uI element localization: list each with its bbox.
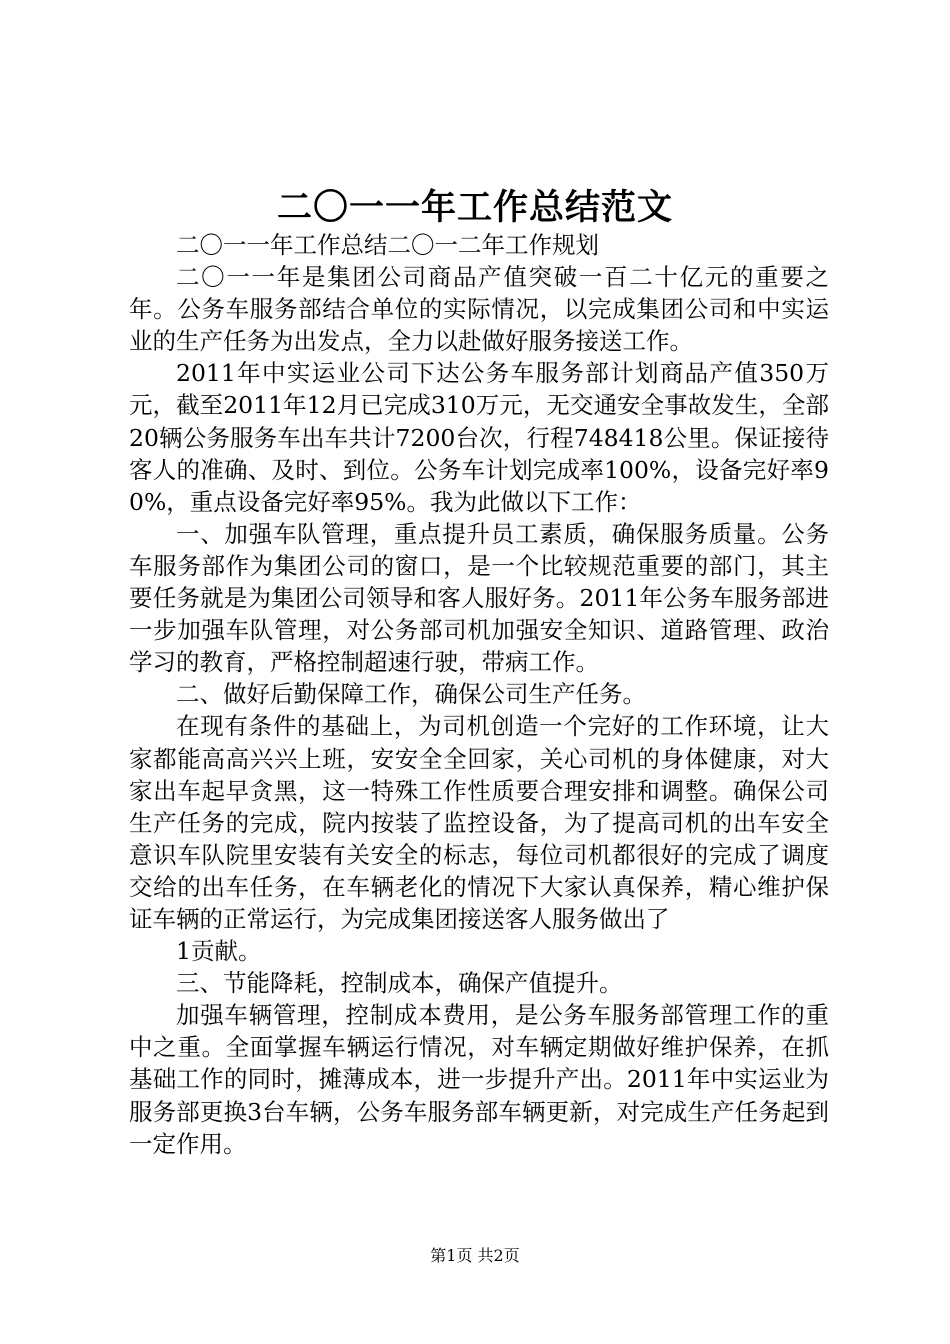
paragraph-section-two-heading: 二、做好后勤保障工作，确保公司生产任务。 — [176, 680, 646, 709]
paragraph-section-three-heading: 三、节能降耗，控制成本，确保产值提升。 — [176, 969, 623, 998]
document-title: 二〇一一年工作总结范文 — [276, 187, 673, 228]
paragraph-subtitle: 二〇一一年工作总结二〇一二年工作规划 — [176, 231, 599, 259]
paragraph-section-three-body: 加强车辆管理，控制成本费用，是公务车服务部管理工作的重中之重。全面掌握车辆运行情况，对车辆定期做好维护保养，在抓基础工作的同时，摊薄成本，进一步提升产出。2011年中实运业为服务部更换3台车辆，公务车服务部车辆更新，对完成生产任务起到一定作用。 — [129, 1001, 829, 1158]
page-footer: 第1页 共2页 — [430, 1246, 520, 1265]
paragraph-intro: 二〇一一年是集团公司商品产值突破一百二十亿元的重要之年。公务车服务部结合单位的实际情况，以完成集团公司和中实运业的生产任务为出发点，全力以赴做好服务接送工作。 — [129, 263, 829, 356]
paragraph-contribution: 1贡献。 — [176, 937, 262, 966]
document-body — [129, 229, 829, 1160]
paragraph-section-one: 一、加强车队管理，重点提升员工素质，确保服务质量。公务车服务部作为集团公司的窗口，是一个比较规范重要的部门，其主要任务就是为集团公司领导和客人服好务。2011年公务车服务部进一步加强车队管理，对公务部司机加强安全知识、道路管理、政治学习的教育，严格控制超速行驶，带病工作。 — [129, 519, 829, 677]
paragraph-section-two-body: 在现有条件的基础上，为司机创造一个完好的工作环境，让大家都能高高兴兴上班，安安全全回家，关心司机的身体健康，对大家出车起早贪黑，这一特殊工作性质要合理安排和调整。确保公司生产任务的完成，院内按装了监控设备，为了提高司机的出车安全意识车队院里安装有关安全的标志，每位司机都很好的完成了调度交给的出车任务，在车辆老化的情况下大家认真保养，精心维护保证车辆的正常运行，为完成集团接送客人服务做出了 — [129, 712, 829, 933]
paragraph-figures: 2011年中实运业公司下达公务车服务部计划商品产值350万元，截至2011年12月已完成310万元，无交通安全事故发生，全部20辆公务服务车出车共计7200台次，行程748418公里。保证接待客人的准确、及时、到位。公务车计划完成率100%，设备完好率90%，重点设备完好率95%。我为此做以下工作： — [129, 359, 829, 516]
